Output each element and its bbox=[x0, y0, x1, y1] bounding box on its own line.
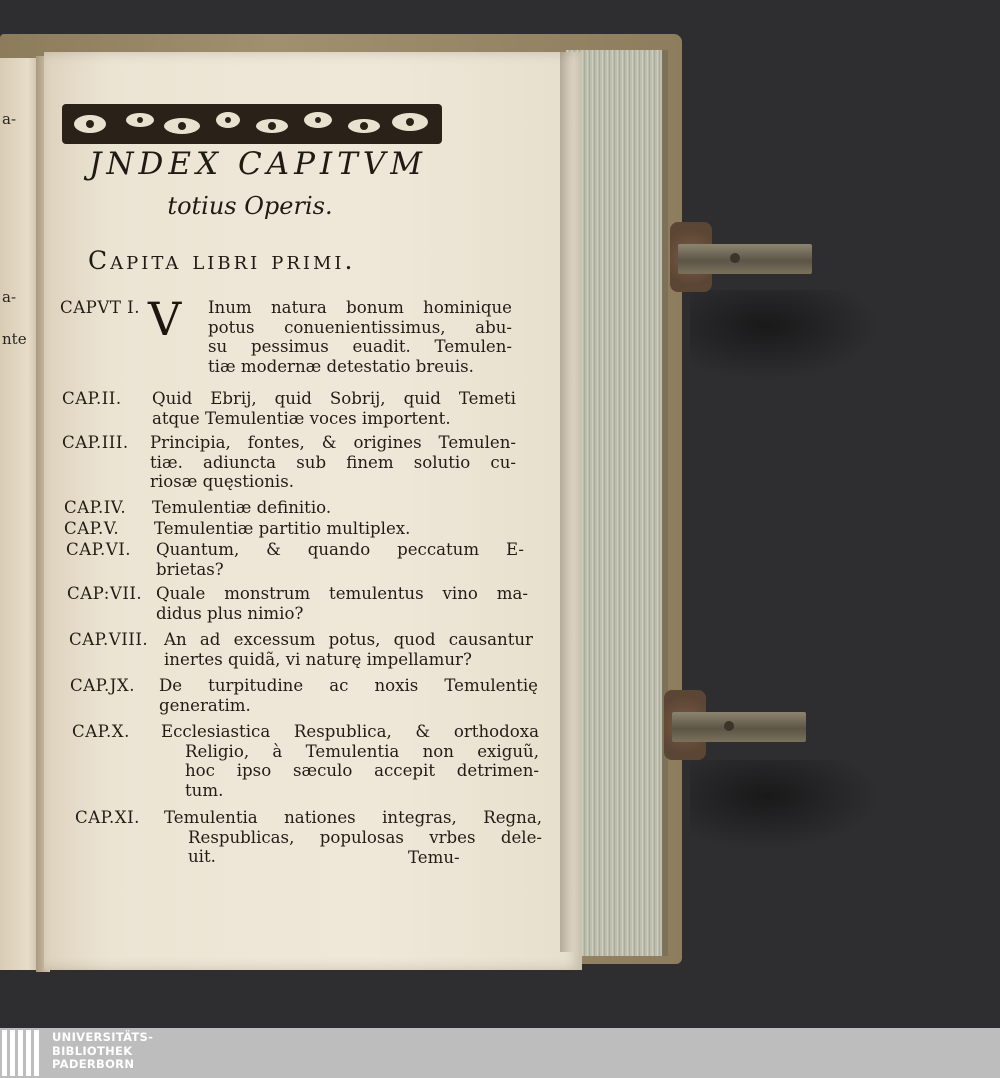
chapter-text-line: tiæ. adiuncta sub finem solutio cu- bbox=[150, 452, 516, 472]
book-clasp-top bbox=[670, 222, 815, 292]
left-fragment: a- bbox=[2, 288, 17, 306]
footer-bar bbox=[0, 1028, 1000, 1078]
chapter-text-line: inertes quidã, vi naturę impellamur? bbox=[164, 649, 472, 669]
left-fragment: nte bbox=[2, 330, 27, 348]
headpiece-ornament-icon bbox=[60, 98, 444, 150]
chapter-text-line: riosæ quęstionis. bbox=[150, 472, 295, 492]
chapter-text-line: Temulentia nationes integras, Regna, bbox=[164, 808, 542, 827]
clasp-shadow bbox=[690, 760, 880, 850]
chapter-label: CAP.III. bbox=[62, 433, 129, 452]
chapter-text-line: su pessimus euadit. Temulen- bbox=[208, 337, 512, 357]
chapter-text-line: potus conuenientissimus, abu- bbox=[208, 317, 512, 337]
chapter-text-line: Religio, à Temulentia non exiguũ, bbox=[185, 741, 539, 761]
chapter-label: CAP.IV. bbox=[64, 498, 127, 517]
left-page-fragments bbox=[2, 58, 36, 970]
chapter-text-line: tum. bbox=[185, 780, 224, 800]
chapter-label: CAP.XI. bbox=[75, 808, 140, 827]
chapter-label: CAP.II. bbox=[62, 389, 122, 408]
institution-line: PADERBORN bbox=[52, 1057, 135, 1071]
book-clasp-bottom bbox=[664, 690, 809, 760]
catchword: Temu- bbox=[408, 848, 460, 867]
chapter-text-line: Inum natura bonum hominique bbox=[208, 298, 512, 317]
library-logo-icon bbox=[2, 1030, 46, 1076]
chapter-text-line: Quantum, & quando peccatum E- bbox=[156, 540, 524, 559]
chapter-label: CAP.V. bbox=[64, 519, 120, 538]
drop-cap: V bbox=[148, 292, 182, 346]
chapter-text-line: generatim. bbox=[159, 695, 251, 715]
chapter-label: CAP.X. bbox=[72, 722, 130, 741]
chapter-text-line: brietas? bbox=[156, 559, 224, 579]
clasp-shadow bbox=[690, 290, 880, 380]
chapter-label: CAP.VI. bbox=[66, 540, 132, 559]
chapter-text-line: Ecclesiastica Respublica, & orthodoxa bbox=[161, 722, 539, 741]
page-subtitle: totius Operis. bbox=[167, 192, 333, 220]
chapter-text-line: didus plus nimio? bbox=[156, 603, 304, 623]
chapter-label: CAP.VIII. bbox=[69, 630, 149, 649]
institution-line: BIBLIOTHEK bbox=[52, 1043, 133, 1058]
left-fragment: a- bbox=[2, 110, 17, 128]
institution-name bbox=[52, 1031, 153, 1072]
chapter-text-line: atque Temulentiæ voces importent. bbox=[152, 408, 451, 428]
chapter-text-line: tiæ modernæ detestatio breuis. bbox=[208, 356, 474, 376]
chapter-text-line: An ad excessum potus, quod causantur bbox=[164, 630, 533, 649]
chapter-text-line: uit. bbox=[188, 847, 216, 867]
chapter-label: CAP:VII. bbox=[67, 584, 143, 603]
chapter-label: CAPVT I. bbox=[60, 298, 141, 317]
chapter-text-line: Temulentiæ definitio. bbox=[152, 498, 332, 517]
chapter-text-line: De turpitudine ac noxis Temulentię bbox=[159, 676, 538, 695]
chapter-label: CAP.JX. bbox=[70, 676, 135, 695]
chapter-text-line: Temulentiæ partitio multiplex. bbox=[154, 519, 411, 538]
chapter-text-line: Quale monstrum temulentus vino ma- bbox=[156, 584, 528, 603]
chapter-text-line: Quid Ebrij, quid Sobrij, quid Temeti bbox=[152, 389, 516, 408]
left-page-edge bbox=[0, 58, 40, 970]
page-edge-shadow bbox=[560, 52, 574, 952]
page-title: JNDEX CAPITVM bbox=[89, 146, 427, 182]
chapter-text-line: Principia, fontes, & origines Temulen- bbox=[150, 433, 516, 452]
section-heading: Capita libri primi. bbox=[88, 246, 356, 275]
chapter-text-line: Respublicas, populosas vrbes dele- bbox=[188, 827, 542, 847]
chapter-text-line: hoc ipso sæculo accepit detrimen- bbox=[185, 761, 539, 781]
institution-line: UNIVERSITÄTS- bbox=[52, 1030, 154, 1044]
